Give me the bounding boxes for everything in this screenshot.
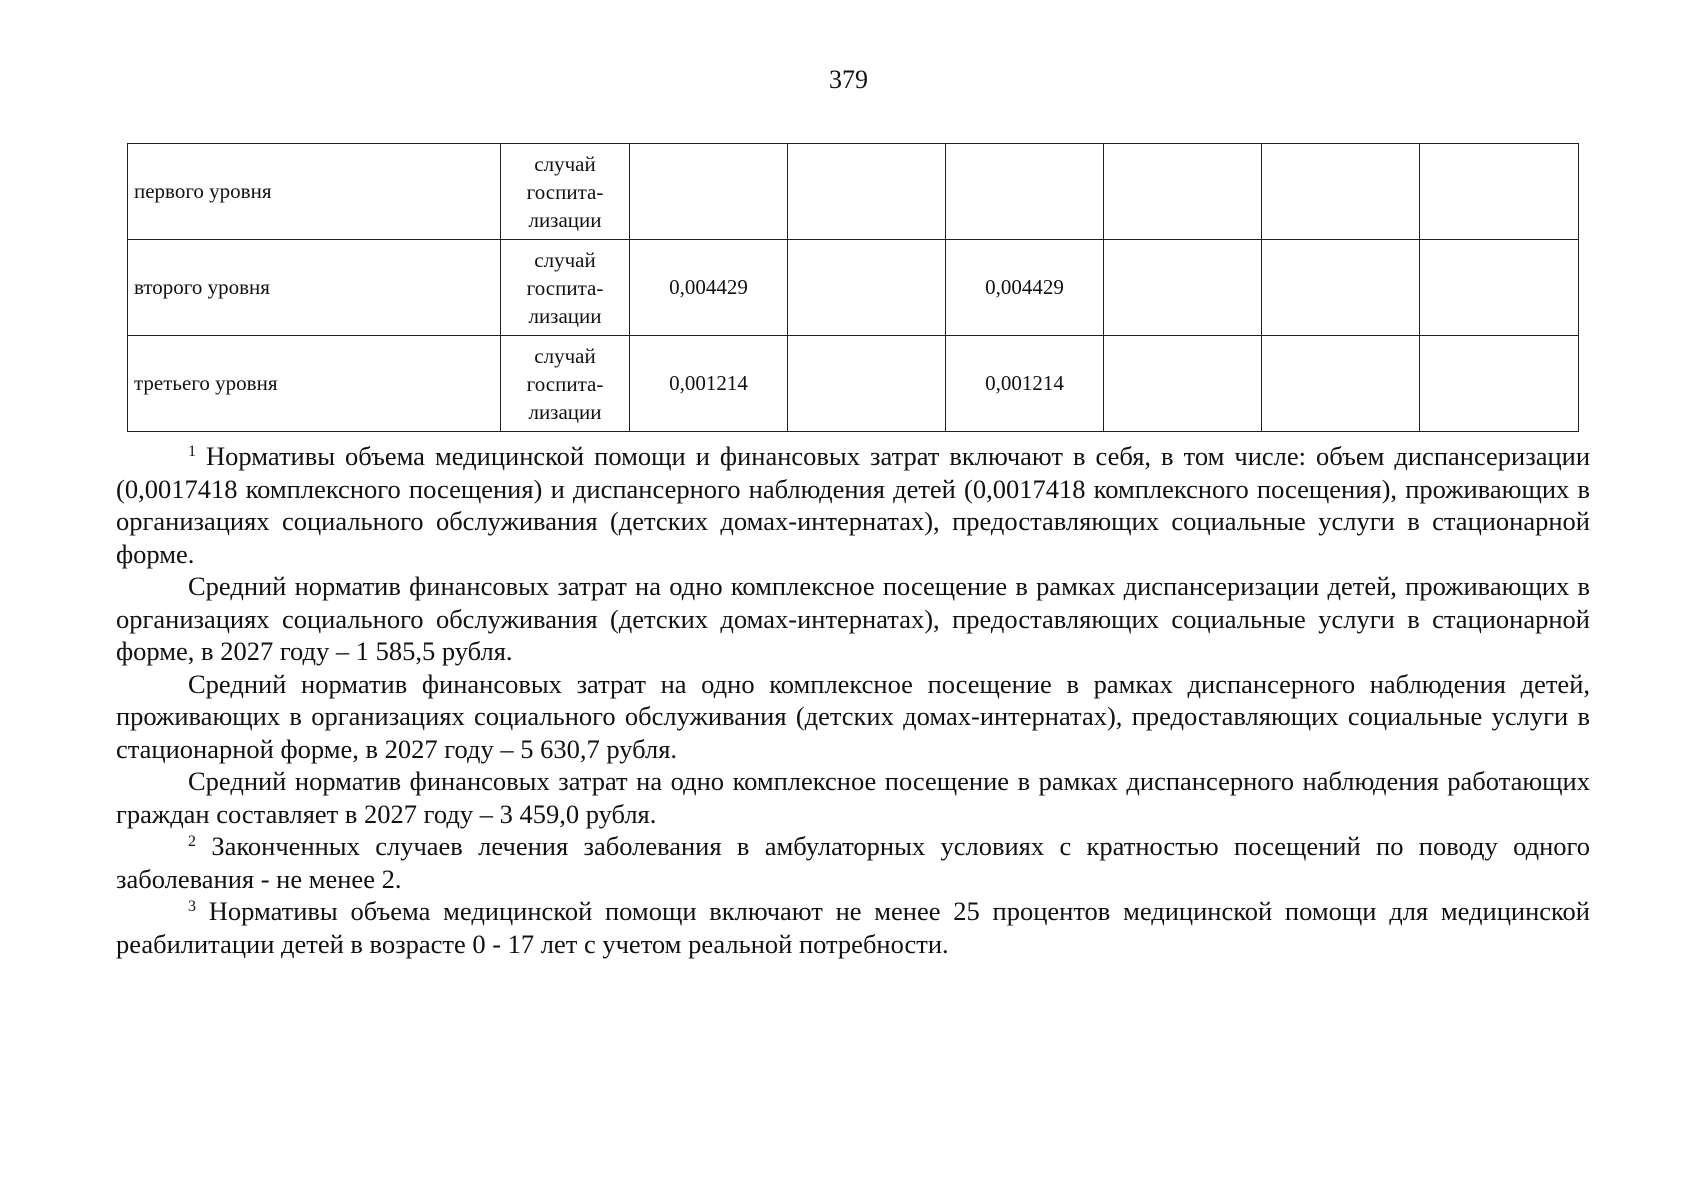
- value-cell: [1104, 144, 1262, 240]
- unit-line: госпита-: [526, 275, 604, 300]
- footnote-text: Нормативы объема медицинской помощи и финансовых затрат включают в себя, в том числе: объем диспансеризации (0,0017418 комплексного посещения) и диспансерного наблюдения детей (0,0017418 комплексного посещения), проживающих в организациях социального обслуживания (детских домах-интернатах), предоставляющих социальные услуги в стационарной форме.: [116, 441, 1590, 569]
- unit-line: госпита-: [526, 371, 604, 396]
- value-cell: [788, 336, 946, 432]
- footnote-text: Законченных случаев лечения заболевания в амбулаторных условиях с кратностью посещений по поводу одного заболевания - не менее 2.: [116, 831, 1590, 894]
- value-cell: [1104, 336, 1262, 432]
- unit-cell: [501, 240, 630, 336]
- footnote-paragraph: [116, 668, 1590, 766]
- value-cell: [1420, 336, 1579, 432]
- footnote-marker: 1: [188, 443, 196, 460]
- value-cell: 0,001214: [946, 336, 1104, 432]
- footnote-text: Средний норматив финансовых затрат на одно комплексное посещение в рамках диспансерного наблюдения работающих граждан составляет в 2027 году – 3 459,0 рубля.: [116, 766, 1590, 829]
- unit-line: лизации: [528, 207, 602, 232]
- value-cell: [1262, 240, 1420, 336]
- row-label: первого уровня: [128, 144, 501, 240]
- unit-line: случай: [534, 247, 596, 272]
- row-label: третьего уровня: [128, 336, 501, 432]
- value-cell: [630, 144, 788, 240]
- footnote-text: Нормативы объема медицинской помощи включают не менее 25 процентов медицинской помощи для медицинской реабилитации детей в возрасте 0 - 17 лет с учетом реальной потребности.: [116, 896, 1590, 959]
- table-row: [128, 144, 1579, 240]
- footnote-text: Средний норматив финансовых затрат на одно комплексное посещение в рамках диспансеризации детей, проживающих в организациях социального обслуживания (детских домах-интернатах), предоставляющих социальные услуги в стационарной форме, в 2027 году – 1 585,5 рубля.: [116, 571, 1590, 666]
- footnotes: [116, 440, 1590, 960]
- unit-line: случай: [534, 343, 596, 368]
- unit-line: лизации: [528, 303, 602, 328]
- unit-line: случай: [534, 151, 596, 176]
- footnote-paragraph: [116, 765, 1590, 830]
- data-table: [127, 143, 1579, 432]
- value-cell: [1262, 144, 1420, 240]
- row-label: второго уровня: [128, 240, 501, 336]
- value-cell: [1262, 336, 1420, 432]
- page-number: 379: [829, 65, 868, 94]
- footnote-paragraph: [116, 830, 1590, 895]
- footnote-marker: 2: [188, 833, 196, 850]
- unit-cell: [501, 144, 630, 240]
- value-cell: [1420, 144, 1579, 240]
- value-cell: 0,004429: [946, 240, 1104, 336]
- unit-line: лизации: [528, 399, 602, 424]
- value-cell: [1104, 240, 1262, 336]
- unit-cell: [501, 336, 630, 432]
- footnote-text: Средний норматив финансовых затрат на одно комплексное посещение в рамках диспансерного наблюдения детей, проживающих в организациях социального обслуживания (детских домах-интернатах), предоставляющих социальные услуги в стационарной форме, в 2027 году – 5 630,7 рубля.: [116, 668, 1590, 764]
- table-row: [128, 240, 1579, 336]
- value-cell: [788, 240, 946, 336]
- value-cell: [1420, 240, 1579, 336]
- unit-line: госпита-: [526, 179, 604, 204]
- value-cell: 0,004429: [630, 240, 788, 336]
- footnote-paragraph: [116, 440, 1590, 570]
- value-cell: [788, 144, 946, 240]
- footnote-paragraph: [116, 570, 1590, 668]
- table-row: [128, 336, 1579, 432]
- value-cell: 0,001214: [630, 336, 788, 432]
- footnote-paragraph: [116, 895, 1590, 960]
- value-cell: [946, 144, 1104, 240]
- footnote-marker: 3: [188, 898, 196, 915]
